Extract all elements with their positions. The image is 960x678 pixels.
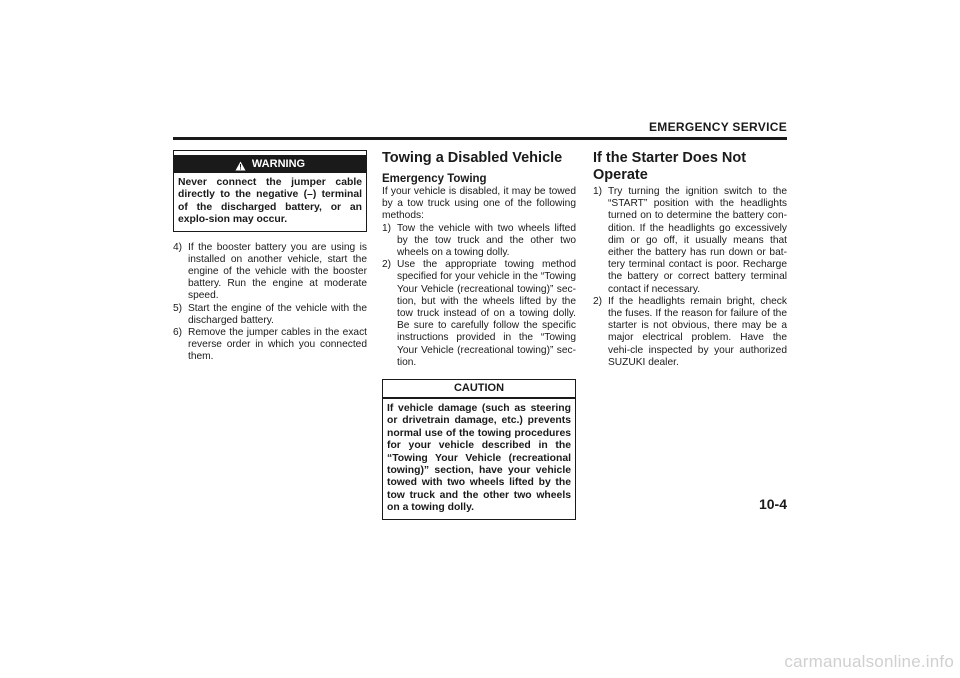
step-number: 2) (382, 259, 392, 271)
towing-steps-list (382, 223, 576, 369)
caution-label: CAUTION (453, 382, 505, 395)
warning-triangle-icon (235, 159, 246, 169)
caution-text: If vehicle damage (such as steering or drivetrain damage, etc.) prevents normal use of the towing procedures for your vehicle described in the “Towing Your Vehicle (recreational towing)” section, have your vehicle towed with two wheels lifted by the tow truck and the other two wheels on a towing dolly. (387, 403, 571, 514)
left-column (173, 150, 367, 364)
watermark: carmanualsonline.info (784, 652, 954, 671)
middle-column (382, 150, 576, 520)
warning-box (173, 150, 367, 232)
step-number: 5) (173, 302, 183, 314)
step-text: Use the appropriate towing method specified for your vehicle in the “Towing Your Vehicle (recreational towing)” sec-tion, but with the wheels lifted by the tow truck instead of on a towing dolly. Be sure to carefully follow the specific instructions provided in the “Towing Your Vehicle (recreational towing)” sec-tion. (397, 259, 576, 368)
list-item (382, 259, 576, 369)
step-number: 1) (593, 186, 603, 197)
towing-heading: Towing a Disabled Vehicle (382, 150, 563, 166)
step-text: If the booster battery you are using is installed on another vehicle, start the engine of the vehicle with the booster battery. Run the engine at moderate speed. (188, 241, 367, 302)
page-number: 10-4 (758, 496, 787, 512)
warning-header (174, 155, 366, 173)
right-column (593, 150, 787, 369)
list-item (173, 327, 367, 364)
jumper-steps-list (173, 242, 367, 364)
caution-header (383, 380, 575, 399)
starter-steps-list (593, 186, 787, 369)
step-text: Tow the vehicle with two wheels lifted by the tow truck and the other two wheels on a towing dolly. (397, 222, 576, 259)
list-item (173, 303, 367, 327)
step-text: Remove the jumper cables in the exact reverse order in which you connected them. (188, 327, 367, 363)
step-number: 2) (593, 295, 603, 307)
header-rule (173, 137, 787, 140)
step-text: Try turning the ignition switch to the “START” position with the headlights turned on to determine the battery con-dition. If the headlights go excessively dim or go off, it usually means that either the battery has run down or bat-tery terminal contact is poor. Recharge the battery or correct battery terminal contact if necessary. (608, 186, 787, 295)
step-number: 4) (173, 241, 183, 253)
step-text: If the headlights remain bright, check the fuses. If the reason for failure of the starter is not obvious, there may be a major electrical problem. Have the vehi-cle inspected by your authorized SUZUKI dealer. (608, 295, 787, 368)
caution-box (382, 379, 576, 520)
warning-text: Never connect the jumper cable directly to the negative (–) terminal of the discharged battery, or an explo-sion may occur. (178, 177, 362, 226)
list-item (593, 186, 787, 296)
list-item (593, 296, 787, 369)
step-number: 1) (382, 222, 392, 234)
warning-label: WARNING (251, 158, 306, 170)
list-item (382, 223, 576, 260)
emergency-towing-subheading: Emergency Towing (382, 173, 487, 185)
towing-intro: If your vehicle is disabled, it may be towed by a tow truck using one of the following methods: (382, 186, 576, 222)
section-title: EMERGENCY SERVICE (648, 120, 787, 134)
list-item (173, 242, 367, 303)
step-number: 6) (173, 327, 183, 339)
step-text: Start the engine of the vehicle with the discharged battery. (188, 302, 367, 326)
starter-heading: If the Starter Does Not Operate (593, 150, 747, 183)
